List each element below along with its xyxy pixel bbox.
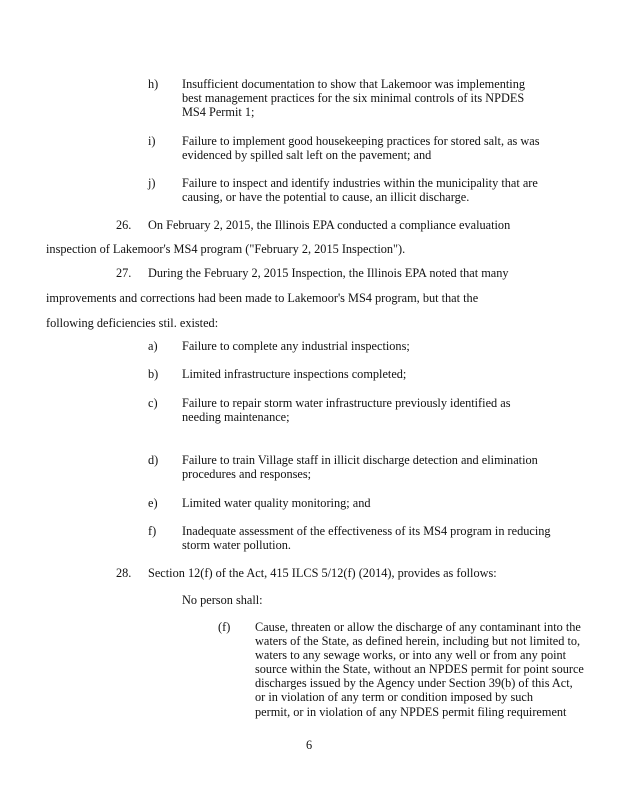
- item-e-label: e): [148, 496, 158, 510]
- para-28-text: Section 12(f) of the Act, 415 ILCS 5/12(f) (2014), provides as follows:: [148, 566, 497, 580]
- item-j-line: causing, or have the potential to cause, an illicit discharge.: [182, 190, 470, 204]
- item-j-label: j): [148, 176, 156, 190]
- item-b-label: b): [148, 367, 159, 381]
- quote-line: permit, or in violation of any NPDES permit filing requirement: [255, 705, 567, 719]
- item-f-line: Inadequate assessment of the effectiveness of its MS4 program in reducing: [182, 524, 551, 538]
- quote-line: Cause, threaten or allow the discharge of any contaminant into the: [255, 620, 581, 634]
- page-number: 6: [306, 738, 313, 752]
- quote-line: discharges issued by the Agency under Section 39(b) of this Act,: [255, 676, 573, 690]
- quote-line: waters of the State, as defined herein, including but not limited to,: [255, 634, 581, 648]
- item-h-label: h): [148, 77, 159, 91]
- quote-line: or in violation of any term or condition imposed by such: [255, 690, 534, 704]
- item-c-line: needing maintenance;: [182, 410, 290, 424]
- item-i-line: Failure to implement good housekeeping practices for stored salt, as was: [182, 134, 540, 148]
- item-c-label: c): [148, 396, 158, 410]
- item-a-line: Failure to complete any industrial inspections;: [182, 339, 410, 353]
- para-26-text: inspection of Lakemoor's MS4 program ("February 2, 2015 Inspection").: [46, 242, 406, 256]
- quote-label: (f): [218, 620, 231, 634]
- para-26-number: 26.: [116, 218, 132, 232]
- item-h-line: best management practices for the six minimal controls of its NPDES: [182, 91, 525, 105]
- item-i-line: evidenced by spilled salt left on the pavement; and: [182, 148, 432, 162]
- item-f-label: f): [148, 524, 157, 538]
- item-d-line: procedures and responses;: [182, 467, 312, 481]
- para-27-number: 27.: [116, 266, 132, 280]
- item-h-line: MS4 Permit 1;: [182, 105, 255, 119]
- para-26-text: On February 2, 2015, the Illinois EPA conducted a compliance evaluation: [148, 218, 511, 232]
- para-27-text: following deficiencies stil. existed:: [46, 316, 219, 330]
- item-c-line: Failure to repair storm water infrastructure previously identified as: [182, 396, 511, 410]
- item-d-label: d): [148, 453, 159, 467]
- item-e-line: Limited water quality monitoring; and: [182, 496, 371, 510]
- para-27-text: During the February 2, 2015 Inspection, the Illinois EPA noted that many: [148, 266, 509, 280]
- quote-line: waters to any sewage works, or into any well or from any point: [255, 648, 567, 662]
- item-f-line: storm water pollution.: [182, 538, 291, 552]
- quote-line: source within the State, without an NPDES permit for point source: [255, 662, 584, 676]
- para-28-number: 28.: [116, 566, 132, 580]
- quote-intro: No person shall:: [182, 593, 263, 607]
- para-27-text: improvements and corrections had been made to Lakemoor's MS4 program, but that the: [46, 291, 479, 305]
- item-h-line: Insufficient documentation to show that Lakemoor was implementing: [182, 77, 525, 91]
- item-i-label: i): [148, 134, 156, 148]
- item-a-label: a): [148, 339, 158, 353]
- item-j-line: Failure to inspect and identify industries within the municipality that are: [182, 176, 538, 190]
- item-b-line: Limited infrastructure inspections completed;: [182, 367, 407, 381]
- item-d-line: Failure to train Village staff in illicit discharge detection and elimination: [182, 453, 538, 467]
